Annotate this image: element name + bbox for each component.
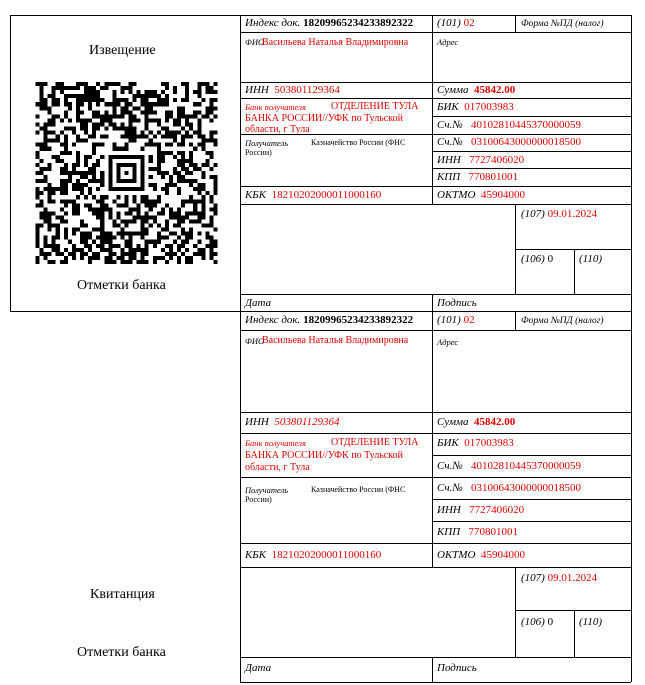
- f107-label: (107): [521, 208, 545, 220]
- line: [432, 455, 631, 456]
- acc2-value: 03100643000000018500: [470, 136, 581, 148]
- receipt-f110-label: (110): [579, 616, 603, 628]
- kpp-value: 770801001: [468, 171, 518, 183]
- receipt-index-row: [245, 314, 413, 327]
- line: [240, 82, 631, 83]
- f107-label: (107): [521, 572, 545, 584]
- bank-value: ОТДЕЛЕНИЕ ТУЛА БАНКА РОССИИ//УФК по Тульской области, г Тула: [245, 101, 419, 135]
- kbk-value: 18210202000011000160: [271, 549, 382, 561]
- receipt-oktmo-row: [437, 549, 525, 562]
- line: [240, 412, 631, 413]
- receipt-inn2-row: [437, 504, 524, 517]
- f106-row: [521, 253, 553, 266]
- f110-label: (110): [579, 253, 603, 265]
- index-label: Индекс док.: [245, 314, 301, 326]
- kpp-label: КПП: [437, 171, 461, 183]
- address-label: Адрес: [437, 37, 459, 47]
- line: [515, 610, 631, 611]
- inn-label: ИНН: [245, 416, 269, 428]
- acc1-value: 40102810445370000059: [470, 119, 581, 131]
- fio-label: ФИО: [245, 37, 265, 47]
- kbk-label: КБК: [245, 549, 267, 561]
- code-row: [437, 17, 475, 30]
- oktmo-label: ОКТМО: [437, 189, 476, 201]
- sum-value: 45842.00: [474, 416, 516, 428]
- line: [240, 98, 631, 99]
- line: [240, 433, 631, 434]
- line: [240, 330, 631, 331]
- date-label: Дата: [245, 297, 272, 309]
- f106-label: (106): [521, 253, 545, 265]
- line: [515, 204, 516, 294]
- line: [240, 204, 631, 205]
- receipt-code-row: [437, 314, 475, 327]
- line: [432, 294, 433, 311]
- line: [515, 567, 516, 657]
- line: [240, 657, 631, 658]
- line: [432, 116, 631, 117]
- line: [432, 168, 631, 169]
- kbk-row: [245, 189, 381, 202]
- line: [432, 521, 631, 522]
- inn2-row: [437, 154, 524, 167]
- index-row: [245, 17, 413, 30]
- recipient-value: Казначейство России (ФНС России): [245, 138, 406, 157]
- receipt-form-label: Форма №ПД (налог): [521, 316, 604, 326]
- inn-value: 503801129364: [274, 84, 340, 96]
- f107-value: 09.01.2024: [547, 208, 598, 220]
- index-value: 18209965234233892322: [303, 17, 414, 29]
- frame-bottom-line: [240, 682, 631, 683]
- acc2-row: [437, 136, 581, 149]
- oktmo-row: [437, 189, 525, 202]
- acc1-label: Сч.№: [437, 119, 463, 131]
- oktmo-value: 45904000: [480, 549, 525, 561]
- index-value: 18209965234233892322: [303, 314, 414, 326]
- qr-code: [35, 82, 218, 264]
- receipt-bik-row: [437, 437, 514, 450]
- inn2-label: ИНН: [437, 154, 461, 166]
- line: [432, 15, 433, 204]
- oktmo-label: ОКТМО: [437, 549, 476, 561]
- inn2-value: 7727406020: [469, 154, 525, 166]
- code-value: 02: [463, 17, 475, 29]
- frame-right-line: [631, 15, 632, 682]
- line: [432, 657, 433, 682]
- receipt-recipient-label: Получатель: [245, 485, 289, 495]
- receipt-acc1-row: [437, 460, 581, 473]
- kbk-value: 18210202000011000160: [271, 189, 382, 201]
- receipt-fio-value: Васильева Наталья Владимировна: [262, 335, 409, 346]
- receipt-date-label: Дата: [245, 662, 272, 674]
- inn-row: [245, 84, 340, 97]
- bik-row: [437, 101, 514, 114]
- form-label: Форма №ПД (налог): [521, 19, 604, 29]
- bik-label: БИК: [437, 437, 459, 449]
- line: [240, 477, 631, 478]
- code-label: (101): [437, 314, 461, 326]
- receipt-sign-label: Подпись: [437, 662, 477, 674]
- inn-value: 503801129364: [274, 416, 340, 428]
- sum-value: 45842.00: [474, 84, 516, 96]
- receipt-f106-row: [521, 616, 553, 629]
- inn-label: ИНН: [245, 84, 269, 96]
- line: [240, 186, 631, 187]
- frame-top-line: [10, 15, 631, 16]
- kbk-label: КБК: [245, 189, 267, 201]
- line: [515, 311, 516, 330]
- receipt-address-label: Адрес: [437, 337, 459, 347]
- bik-value: 017003983: [464, 437, 514, 449]
- line: [240, 543, 631, 544]
- notice-bank-marks: Отметки банка: [77, 278, 166, 293]
- kpp-row: [437, 171, 518, 184]
- acc1-label: Сч.№: [437, 460, 463, 472]
- code-value: 02: [463, 314, 475, 326]
- line: [432, 151, 631, 152]
- bik-label: БИК: [437, 101, 459, 113]
- bik-value: 017003983: [464, 101, 514, 113]
- sum-label: Сумма: [437, 84, 469, 96]
- divider-line: [240, 15, 241, 682]
- receipt-sum-row: [437, 416, 515, 429]
- line: [240, 567, 631, 568]
- receipt-fio-label: ФИО: [245, 336, 265, 346]
- code-label: (101): [437, 17, 461, 29]
- inn2-label: ИНН: [437, 504, 461, 516]
- fio-value: Васильева Наталья Владимировна: [262, 37, 409, 48]
- receipt-bank-marks: Отметки банка: [77, 645, 166, 660]
- line: [240, 294, 631, 295]
- receipt-f107-row: [521, 572, 597, 585]
- receipt-kpp-row: [437, 526, 518, 539]
- receipt-acc2-row: [437, 482, 581, 495]
- receipt-inn-row: [245, 416, 340, 429]
- index-label: Индекс док.: [245, 17, 301, 29]
- f106-label: (106): [521, 616, 545, 628]
- line: [515, 249, 631, 250]
- kpp-label: КПП: [437, 526, 461, 538]
- oktmo-value: 45904000: [480, 189, 525, 201]
- line: [515, 15, 516, 32]
- receipt-recipient-value: Казначейство России (ФНС России): [245, 485, 406, 504]
- acc2-value: 03100643000000018500: [470, 482, 581, 494]
- section-divider-line: [10, 311, 631, 312]
- line: [432, 311, 433, 567]
- inn2-value: 7727406020: [469, 504, 525, 516]
- recipient-label: Получатель: [245, 138, 289, 148]
- f106-value: 0: [547, 616, 554, 628]
- line: [432, 499, 631, 500]
- line: [240, 32, 631, 33]
- sum-label: Сумма: [437, 416, 469, 428]
- receipt-title: Квитанция: [90, 587, 155, 602]
- sign-label: Подпись: [437, 297, 477, 309]
- receipt-kbk-row: [245, 549, 381, 562]
- f107-value: 09.01.2024: [547, 572, 598, 584]
- receipt-bank-value: ОТДЕЛЕНИЕ ТУЛА БАНКА РОССИИ//УФК по Тульской области, г Тула: [245, 437, 419, 473]
- line: [574, 610, 575, 657]
- kpp-value: 770801001: [468, 526, 518, 538]
- acc2-label: Сч.№: [437, 136, 463, 148]
- receipt-bank-label: Банк получателя: [245, 438, 306, 448]
- line: [574, 249, 575, 294]
- f107-row: [521, 208, 597, 221]
- frame-left-line: [10, 15, 11, 311]
- bank-label: Банк получателя: [245, 102, 306, 112]
- acc1-row: [437, 119, 581, 132]
- acc2-label: Сч.№: [437, 482, 463, 494]
- sum-row: [437, 84, 515, 97]
- f106-value: 0: [547, 253, 554, 265]
- notice-title: Извещение: [89, 43, 156, 58]
- acc1-value: 40102810445370000059: [470, 460, 581, 472]
